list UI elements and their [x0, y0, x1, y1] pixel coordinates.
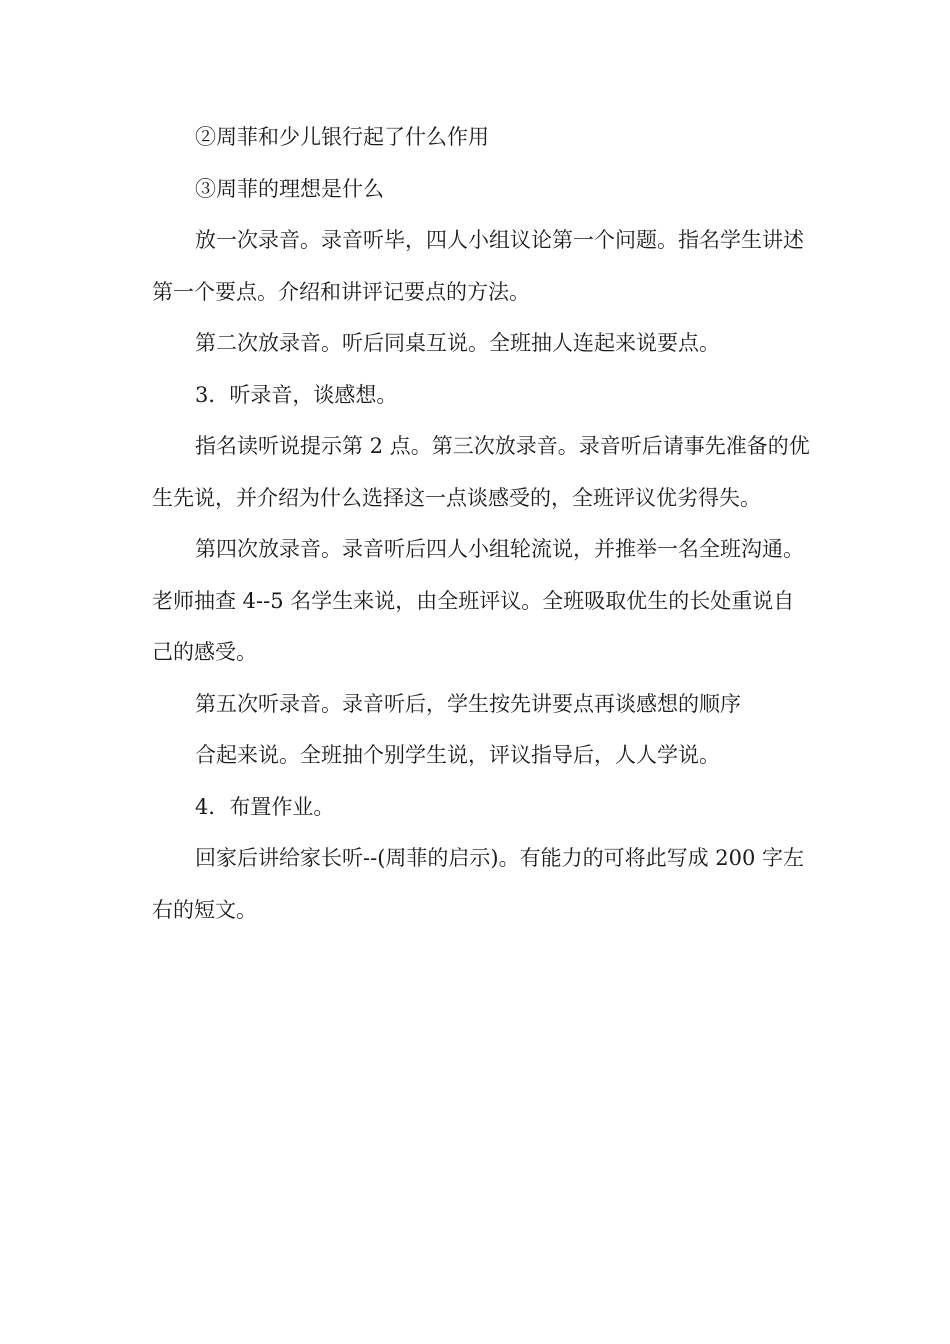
document-body	[152, 112, 812, 936]
list-item-question-3: ③周菲的理想是什么	[195, 176, 384, 201]
section-heading-step-4: 4．布置作业。	[195, 794, 335, 819]
paragraph-first-listening: 放一次录音。录音听毕，四人小组议论第一个问题。指名学生讲述第一个要点。介绍和讲评记要点的方法。	[152, 228, 804, 304]
paragraph-fifth-listening: 第五次听录音。录音听后，学生按先讲要点再谈感想的顺序	[195, 691, 741, 716]
paragraph-second-listening: 第二次放录音。听后同桌互说。全班抽人连起来说要点。	[195, 331, 720, 355]
paragraph-fourth-listening: 第四次放录音。录音听后四人小组轮流说，并推举一名全班沟通。老师抽查 4--5 名学生来说，由全班评议。全班吸取优生的长处重说自己的感受。	[152, 537, 804, 664]
paragraph-fifth-listening-continued: 合起来说。全班抽个别学生说，评议指导后，人人学说。	[195, 743, 720, 767]
paragraph-third-listening: 指名读听说提示第 2 点。第三次放录音。录音听后请事先准备的优生先说，并介绍为什么选择这一点谈感受的，全班评议优劣得失。	[152, 434, 810, 510]
paragraph-homework: 回家后讲给家长听--(周菲的启示)。有能力的可将此写成 200 字左右的短文。	[152, 846, 805, 922]
list-item-question-2: ②周菲和少儿银行起了什么作用	[195, 125, 489, 149]
section-heading-step-3: 3．听录音，谈感想。	[195, 382, 398, 407]
